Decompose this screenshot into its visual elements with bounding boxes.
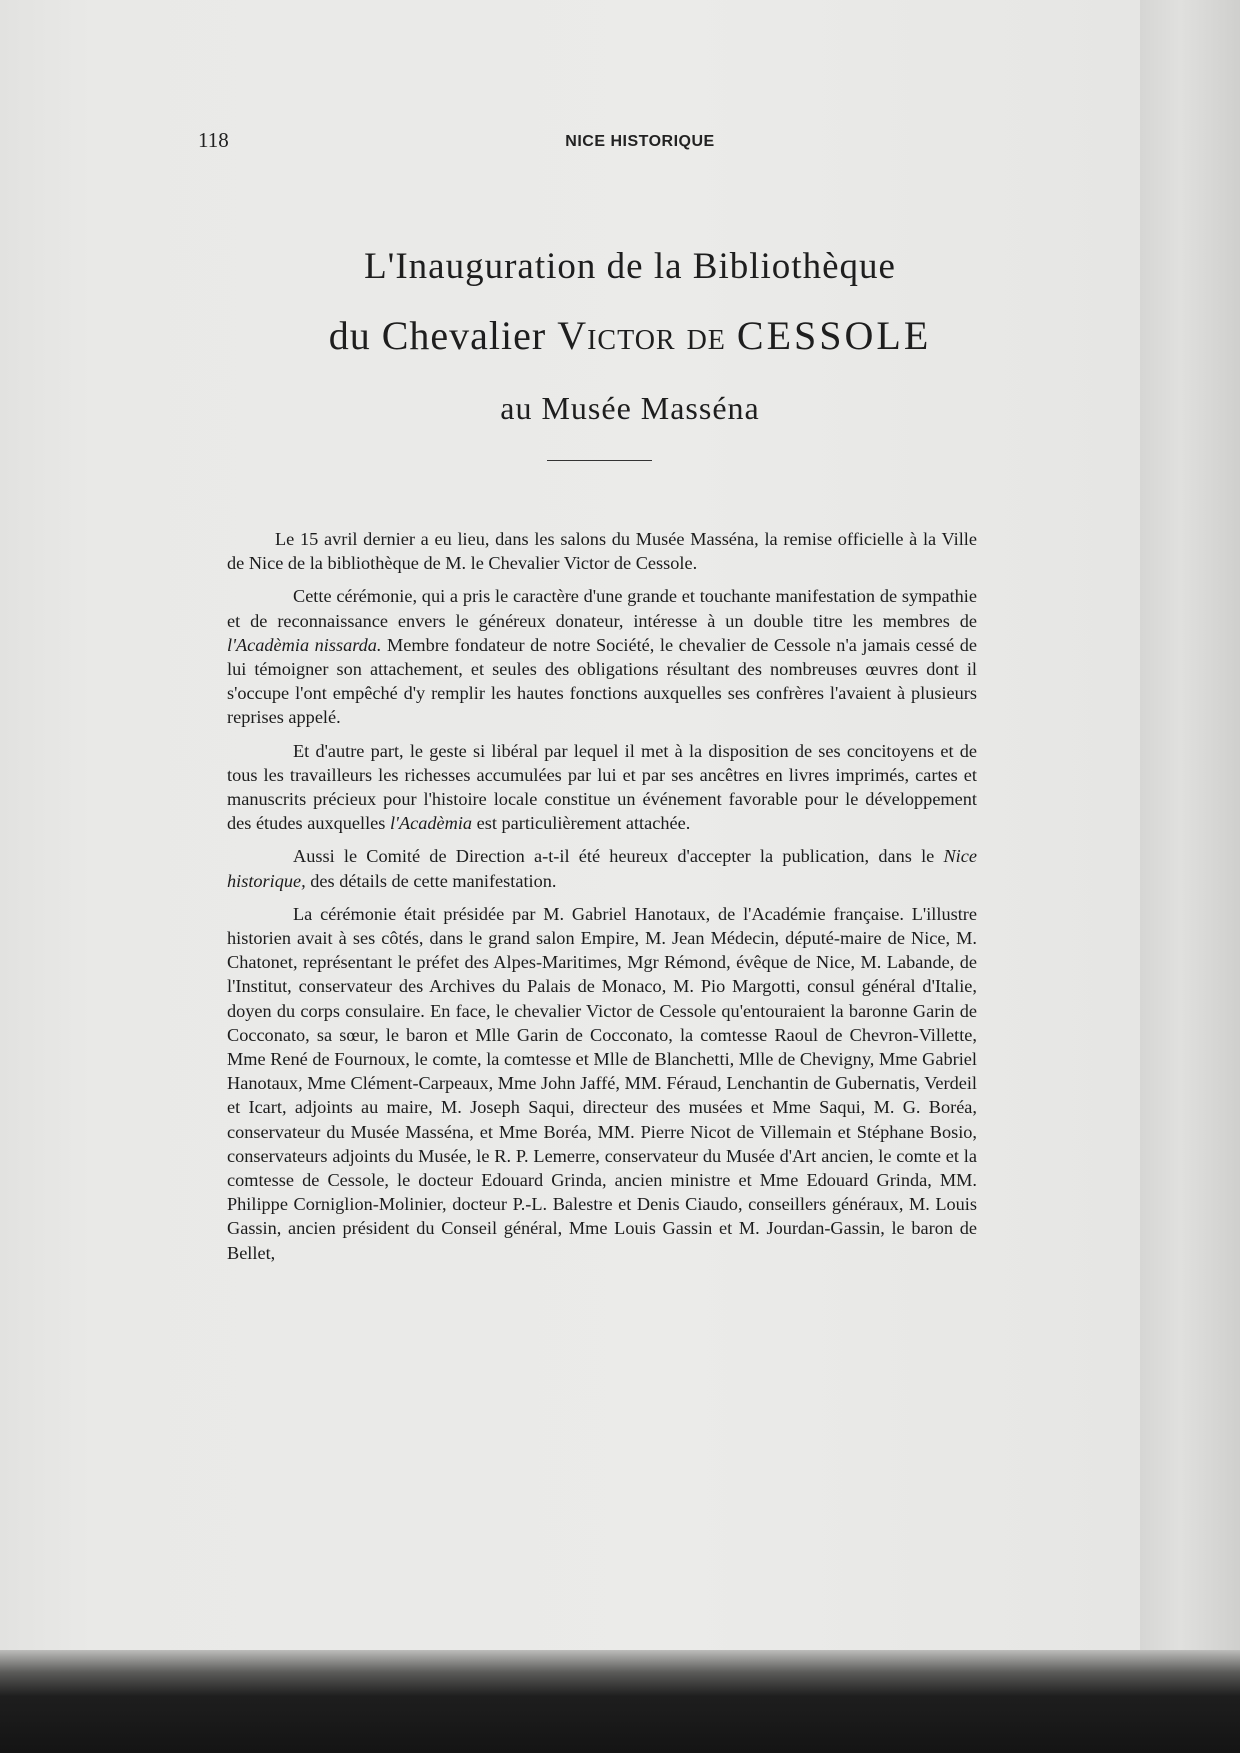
paragraph-4-text-a: Aussi le Comité de Direction a-t-il été heureux d'accepter la publication, dans le: [293, 846, 944, 867]
article-body: [227, 527, 977, 1265]
paragraph-2-text-b: Membre fondateur de notre Société, le chevalier de Cessole n'a jamais cessé de lui témoigner son attachement, et seules des obligations résultant des nombreuses œuvres dont il s'occupe l'ont empêché d'y remplir les hautes fonctions auxquelles ses confrères l'avaient à plusieurs reprises appelé.: [227, 634, 977, 728]
scan-bottom-border: [0, 1650, 1240, 1753]
paragraph-2: [227, 584, 977, 729]
paragraph-2-italic: l'Acadèmia nissarda.: [227, 634, 382, 655]
paragraph-1: Le 15 avril dernier a eu lieu, dans les salons du Musée Masséna, la remise officielle à la Ville de Nice de la bibliothèque de M. le Chevalier Victor de Cessole.: [227, 529, 977, 574]
paragraph-4-italic: Nice historique,: [227, 846, 977, 891]
title-divider: [547, 460, 652, 461]
paragraph-3: [227, 739, 977, 836]
paragraph-5: La cérémonie était présidée par M. Gabriel Hanotaux, de l'Académie française. L'illustre historien avait à ses côtés, dans le grand salon Empire, M. Jean Médecin, député-maire de Nice, M. Chatonet, représentant le préfet des Alpes-Maritimes, Mgr Rémond, évêque de Nice, M. Labande, de l'Institut, conservateur des Archives du Palais de Monaco, M. Pio Margotti, consul général d'Italie, doyen du corps consulaire. En face, le chevalier Victor de Cessole qu'entouraient la baronne Garin de Cocconato, sa sœur, le baron et Mlle Garin de Cocconato, la comtesse Raoul de Chevron-Villette, Mme René de Fournoux, le comte, la comtesse et Mlle de Blanchetti, Mlle de Chevigny, Mme Gabriel Hanotaux, Mme Clément-Carpeaux, Mme John Jaffé, MM. Féraud, Lenchantin de Gubernatis, Verdeil et Icart, adjoints au maire, M. Joseph Saqui, directeur des musées et Mme Saqui, M. G. Boréa, conservateur du Musée Masséna, et Mme Boréa, MM. Pierre Nicot de Villemain et Stéphane Bosio, conservateurs adjoints du Musée, le R. P. Lemerre, conservateur du Musée d'Art ancien, le comte et la comtesse de Cessole, le docteur Edouard Grinda, ancien ministre et Mme Edouard Grinda, MM. Philippe Corniglion-Molinier, docteur P.-L. Balestre et Denis Ciaudo, conseillers généraux, M. Louis Gassin, ancien président du Conseil général, Mme Louis Gassin et M. Jourdan-Gassin, le baron de Bellet,: [227, 903, 977, 1263]
paragraph-4: [227, 844, 977, 892]
paragraph-3-text-a: Et d'autre part, le geste si libéral par lequel il met à la disposition de ses concitoyens et de tous les travailleurs les richesses accumulées par lui et par ses ancêtres en livres imprimés, cartes et manuscrits précieux pour l'histoire locale constitue un événement favorable pour le développement des études auxquelles: [227, 740, 977, 834]
title-line-1: L'Inauguration de la Bibliothèque: [364, 246, 896, 287]
title-line-3: au Musée Masséna: [500, 390, 760, 426]
title-line-2-name: Victor de: [557, 313, 726, 358]
title-line-2-surname: CESSOLE: [736, 313, 932, 358]
paragraph-3-italic: l'Acadèmia: [389, 813, 473, 834]
paragraph-3-text-b: est particulièrement attachée.: [472, 813, 691, 834]
running-head: NICE HISTORIQUE: [565, 133, 715, 150]
paragraph-4-text-b: des détails de cette manifestation.: [305, 870, 557, 891]
title-line-2: [0, 312, 1240, 359]
paragraph-2-text-a: Cette cérémonie, qui a pris le caractère d'une grande et touchante manifestation de sympathie et de reconnaissance envers le généreux donateur, intéresse à un double titre les membres de: [227, 586, 977, 631]
title-line-2-prefix: du Chevalier: [328, 313, 558, 358]
page-number: 118: [198, 128, 229, 152]
